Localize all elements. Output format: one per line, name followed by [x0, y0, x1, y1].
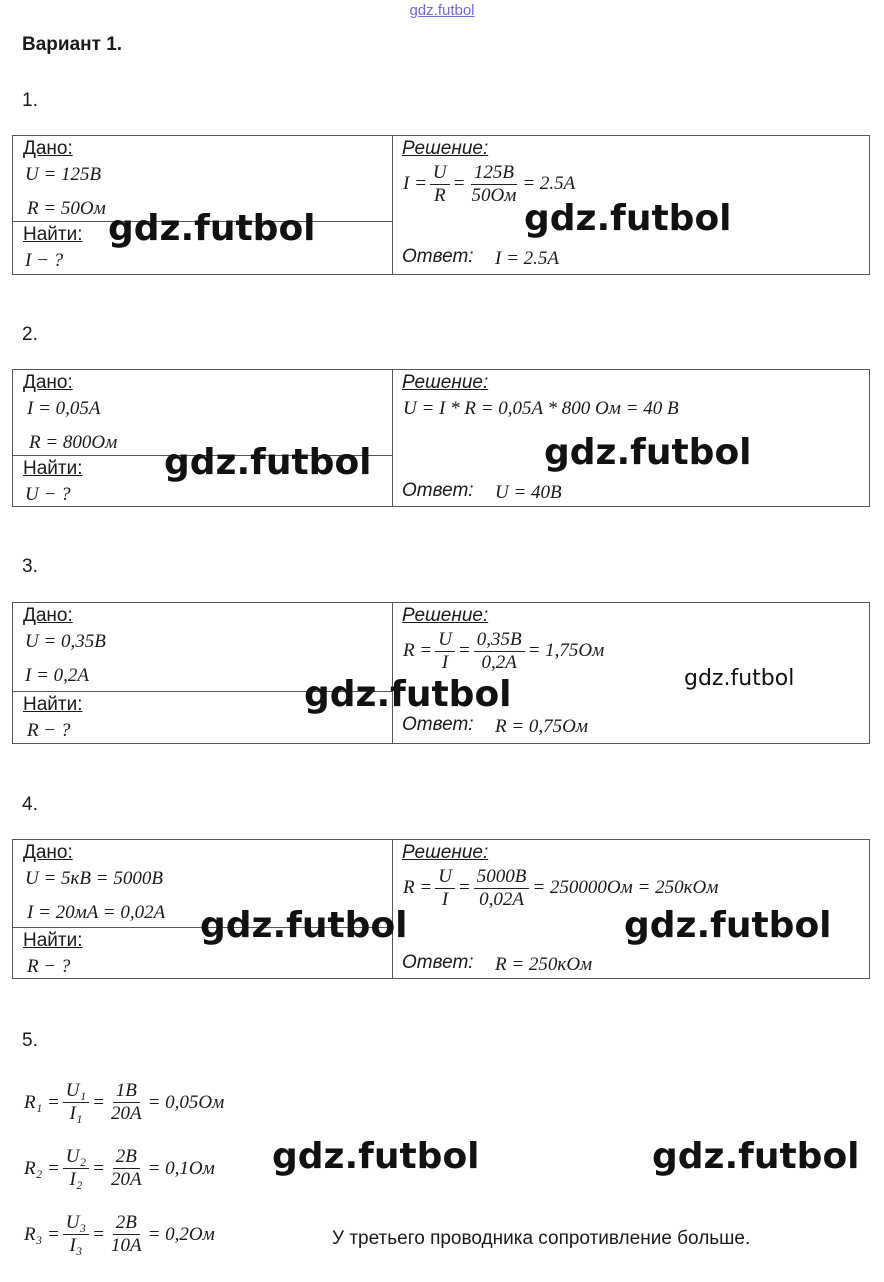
- problem-1-table: [12, 135, 870, 275]
- given-value: I = 0,2A: [25, 665, 90, 686]
- formula-line: R₃ = $\frac{\text{U₃}}{\text{I₃}}$ = $\frac{2B}{10A}$ = 0,2Ом: [24, 1212, 215, 1256]
- solution-label: Решение:: [402, 842, 489, 863]
- watermark: gdz.futbol: [544, 432, 752, 473]
- given-value: I = 0,05A: [27, 398, 101, 419]
- top-watermark[interactable]: gdz.futbol: [409, 2, 475, 19]
- find-label: Найти:: [23, 930, 83, 951]
- answer-value: R = 250кОм: [495, 954, 593, 975]
- watermark: gdz.futbol: [108, 208, 316, 249]
- watermark: gdz.futbol: [164, 442, 372, 483]
- problem-4-number: 4.: [22, 794, 38, 815]
- solution-formula: I = $\frac{U}{R}$ = $\frac{125B}{50Ом}$ = 2.5A: [403, 162, 576, 206]
- find-label: Найти:: [23, 458, 83, 479]
- answer-value: U = 40B: [495, 482, 562, 503]
- find-value: U − ?: [25, 484, 71, 505]
- given-value: R = 50Ом: [27, 198, 106, 219]
- given-value: U = 5кB = 5000B: [25, 868, 163, 889]
- given-value: I = 20мA = 0,02A: [27, 902, 166, 923]
- find-value: I − ?: [25, 250, 64, 271]
- given-value: R = 800Ом: [29, 432, 118, 453]
- find-label: Найти:: [23, 224, 83, 245]
- given-label: Дано:: [23, 138, 73, 159]
- variant-title: Вариант 1.: [22, 34, 123, 55]
- solution-label: Решение:: [402, 138, 489, 159]
- problem-3-number: 3.: [22, 556, 38, 577]
- solution-label: Решение:: [402, 372, 489, 393]
- watermark: gdz.futbol: [272, 1136, 480, 1177]
- watermark: gdz.futbol: [200, 905, 408, 946]
- find-value: R − ?: [27, 956, 71, 977]
- find-value: R − ?: [27, 720, 71, 741]
- given-label: Дано:: [23, 372, 73, 393]
- given-value: U = 0,35B: [25, 631, 106, 652]
- find-label: Найти:: [23, 694, 83, 715]
- given-label: Дано:: [23, 605, 73, 626]
- formula-line: R₂ = $\frac{\text{U₂}}{\text{I₂}}$ = $\frac{2B}{20A}$ = 0,1Ом: [24, 1146, 215, 1190]
- problem-2-number: 2.: [22, 324, 38, 345]
- answer-label: Ответ:: [402, 952, 474, 973]
- given-label: Дано:: [23, 842, 73, 863]
- answer-value: R = 0,75Ом: [495, 716, 589, 737]
- solution-label: Решение:: [402, 605, 489, 626]
- conclusion-text: У третьего проводника сопротивление больше.: [332, 1228, 751, 1249]
- solution-formula: R = $\frac{U}{I}$ = $\frac{5000B}{0,02A}$ = 250000Ом = 250кОм: [403, 866, 719, 910]
- answer-label: Ответ:: [402, 714, 474, 735]
- answer-value: I = 2.5A: [495, 248, 560, 269]
- problem-1-number: 1.: [22, 90, 38, 111]
- formula-line: R₁ = $\frac{\text{U₁}}{\text{I₁}}$ = $\frac{1B}{20A}$ = 0,05Ом: [24, 1080, 225, 1124]
- watermark: gdz.futbol: [304, 674, 512, 715]
- solution-formula: U = I * R = 0,05A * 800 Ом = 40 В: [403, 398, 679, 419]
- watermark: gdz.futbol: [684, 666, 795, 691]
- problem-5-number: 5.: [22, 1030, 38, 1051]
- answer-label: Ответ:: [402, 246, 474, 267]
- solution-formula: R = $\frac{U}{I}$ = $\frac{0,35B}{0,2A}$ = 1,75Ом: [403, 629, 605, 673]
- watermark: gdz.futbol: [652, 1136, 860, 1177]
- answer-label: Ответ:: [402, 480, 474, 501]
- watermark: gdz.futbol: [624, 905, 832, 946]
- watermark: gdz.futbol: [524, 198, 732, 239]
- given-value: U = 125B: [25, 164, 102, 185]
